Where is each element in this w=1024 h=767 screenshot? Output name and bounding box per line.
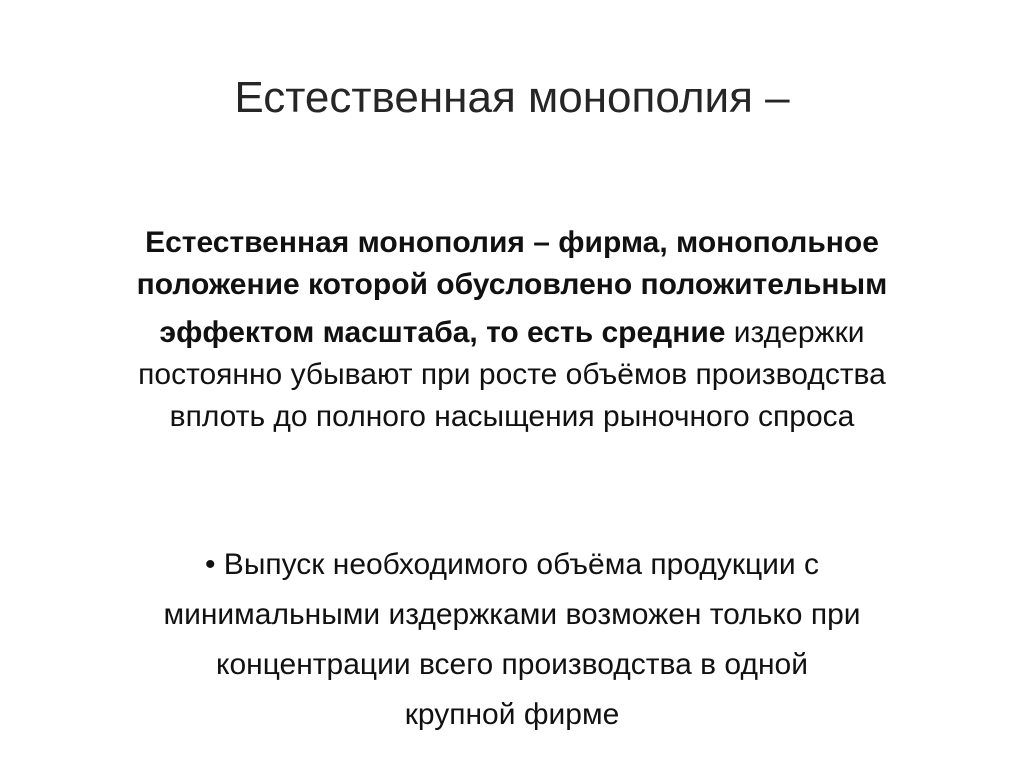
slide-title: Естественная монополия – — [234, 73, 790, 122]
bullet-paragraph — [60, 540, 964, 740]
definition-line-3 — [30, 312, 994, 354]
definition-line-2: положение которой обусловлено положительным — [136, 268, 888, 301]
bullet-line-1: • Выпуск необходимого объёма продукции с — [204, 548, 820, 581]
definition-line-4: постоянно убывают при росте объёмов производства — [138, 358, 886, 391]
definition-line-3-bold: эффектом масштаба, то есть средние — [159, 316, 726, 349]
definition-line-5: вплоть до полного насыщения рыночного спроса — [169, 400, 855, 433]
bullet-line-3: концентрации всего производства в одной — [216, 648, 808, 681]
definition-line-1: Естественная монополия – фирма, монопольное — [145, 226, 879, 259]
bullet-line-2: минимальными издержками возможен только при — [163, 598, 861, 631]
bullet-line-4: крупной фирме — [404, 698, 620, 731]
definition-paragraph — [30, 222, 994, 438]
definition-line-3-regular: издержки — [725, 316, 865, 349]
